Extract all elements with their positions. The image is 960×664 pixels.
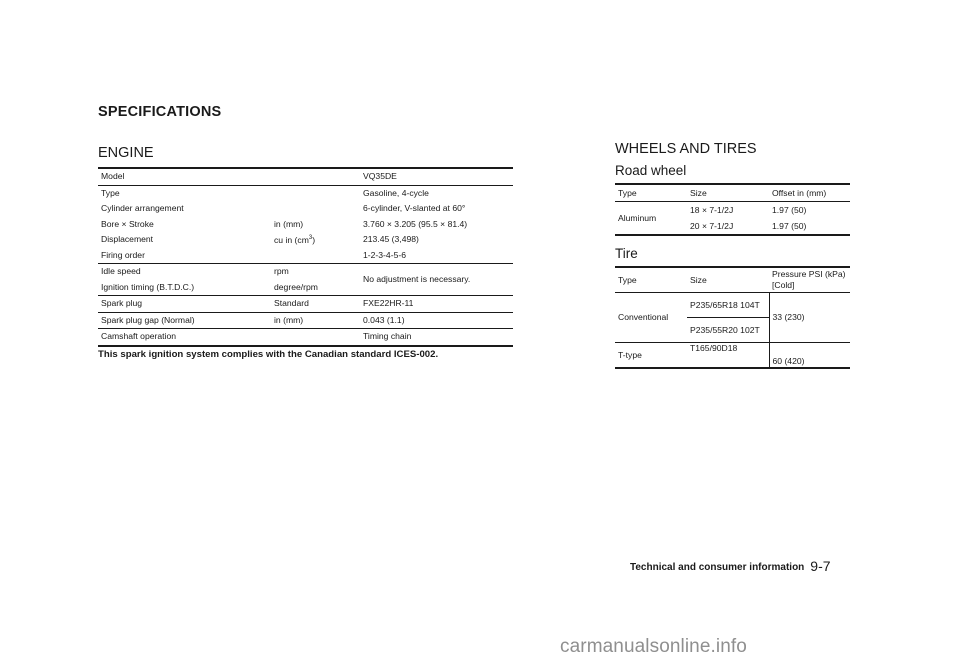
- wheel-offset: 1.97 (50): [769, 202, 850, 219]
- spec-unit: cu in $(cm^3)$: [274, 235, 316, 246]
- engine-title: ENGINE: [98, 145, 154, 161]
- spec-label: Ignition timing (B.T.D.C.): [101, 281, 195, 292]
- watermark: carmanualsonline.info: [560, 636, 747, 657]
- spec-label: Idle speed: [98, 264, 271, 280]
- spec-label: Spark plug gap (Normal): [98, 312, 271, 329]
- table-header-row: [615, 184, 850, 202]
- table-row: [98, 232, 513, 248]
- spec-value: 1-2-3-4-5-6: [363, 249, 406, 260]
- wheel-offset: 1.97 (50): [772, 220, 807, 231]
- spec-unit: [271, 329, 360, 346]
- table-row: [615, 293, 850, 318]
- column-header: Offset in (mm): [772, 187, 827, 198]
- spec-label: Cylinder arrangement: [101, 203, 184, 214]
- spec-unit: [271, 185, 360, 201]
- spec-value: FXE22HR-11: [360, 296, 513, 313]
- spec-unit: rpm: [271, 264, 360, 280]
- spec-label: Firing order: [101, 249, 145, 260]
- table-row: [98, 168, 513, 185]
- column-header: Pressure PSI (kPa) [Cold]: [772, 269, 846, 290]
- table-row: [615, 202, 850, 219]
- table-row: [98, 201, 513, 217]
- road-wheel-title: Road wheel: [615, 163, 687, 178]
- spec-unit: Standard: [271, 296, 360, 313]
- wheel-size: 18 × 7-1/2J: [687, 202, 769, 219]
- tire-pressure: 33 (230): [769, 293, 850, 343]
- spec-value: 3.760 × 3.205 (95.5 × 81.4): [363, 218, 468, 229]
- column-header: Type: [618, 274, 637, 285]
- column-header: Size: [690, 274, 707, 285]
- spec-unit: [271, 248, 360, 264]
- tire-type: Conventional: [615, 293, 687, 343]
- spec-label: Camshaft operation: [98, 329, 271, 346]
- compliance-note: This spark ignition system complies with the Canadian standard ICES-002.: [98, 349, 439, 360]
- spec-value: 6-cylinder, V-slanted at 60°: [363, 203, 466, 214]
- wheel-size: 20 × 7-1/2J: [690, 220, 734, 231]
- spec-value: 213.45 (3,498): [363, 234, 419, 245]
- page-heading: SPECIFICATIONS: [98, 104, 222, 120]
- road-wheel-table: [615, 183, 850, 236]
- table-row: [98, 312, 513, 329]
- tire-type: T-type: [615, 343, 687, 369]
- spec-label: Bore × Stroke: [101, 218, 154, 229]
- table-row: [615, 343, 850, 369]
- spec-unit: in (mm): [274, 218, 304, 229]
- table-header-row: [615, 267, 850, 293]
- engine-spec-table: [98, 167, 513, 347]
- spec-label: Model: [101, 171, 125, 182]
- tire-size: T165/90D18: [687, 343, 769, 369]
- table-row: [98, 329, 513, 346]
- tire-size: P235/55R20 102T: [687, 318, 769, 343]
- table-row: [98, 217, 513, 233]
- spec-unit: degree/rpm: [274, 281, 318, 292]
- footer-label: Technical and consumer information: [630, 562, 805, 573]
- spec-unit: [271, 168, 360, 185]
- wheels-tires-title: WHEELS AND TIRES: [615, 141, 757, 157]
- tire-size: P235/65R18 104T: [687, 293, 769, 318]
- spec-value: 0.043 (1.1): [360, 312, 513, 329]
- table-row: [98, 296, 513, 313]
- spec-label: Type: [98, 185, 271, 201]
- page-footer: [630, 557, 831, 573]
- spec-value: Gasoline, 4-cycle: [360, 185, 513, 201]
- column-header: Size: [690, 187, 707, 198]
- table-row: [98, 264, 513, 280]
- page-number: 9-7: [810, 558, 831, 574]
- table-row: [98, 185, 513, 201]
- tire-title: Tire: [615, 246, 638, 261]
- tire-table: [615, 266, 850, 369]
- wheel-type: Aluminum: [615, 202, 687, 236]
- spec-unit: in (mm): [271, 312, 360, 329]
- table-row: [98, 248, 513, 264]
- spec-value: No adjustment is necessary.: [360, 264, 513, 296]
- spec-unit: [271, 201, 360, 217]
- column-header: Type: [618, 187, 637, 198]
- spec-label: Spark plug: [98, 296, 271, 313]
- tire-pressure: 60 (420): [769, 343, 850, 369]
- spec-value: VQ35DE: [363, 171, 397, 182]
- spec-value: Timing chain: [360, 329, 513, 346]
- spec-label: Displacement: [101, 234, 154, 245]
